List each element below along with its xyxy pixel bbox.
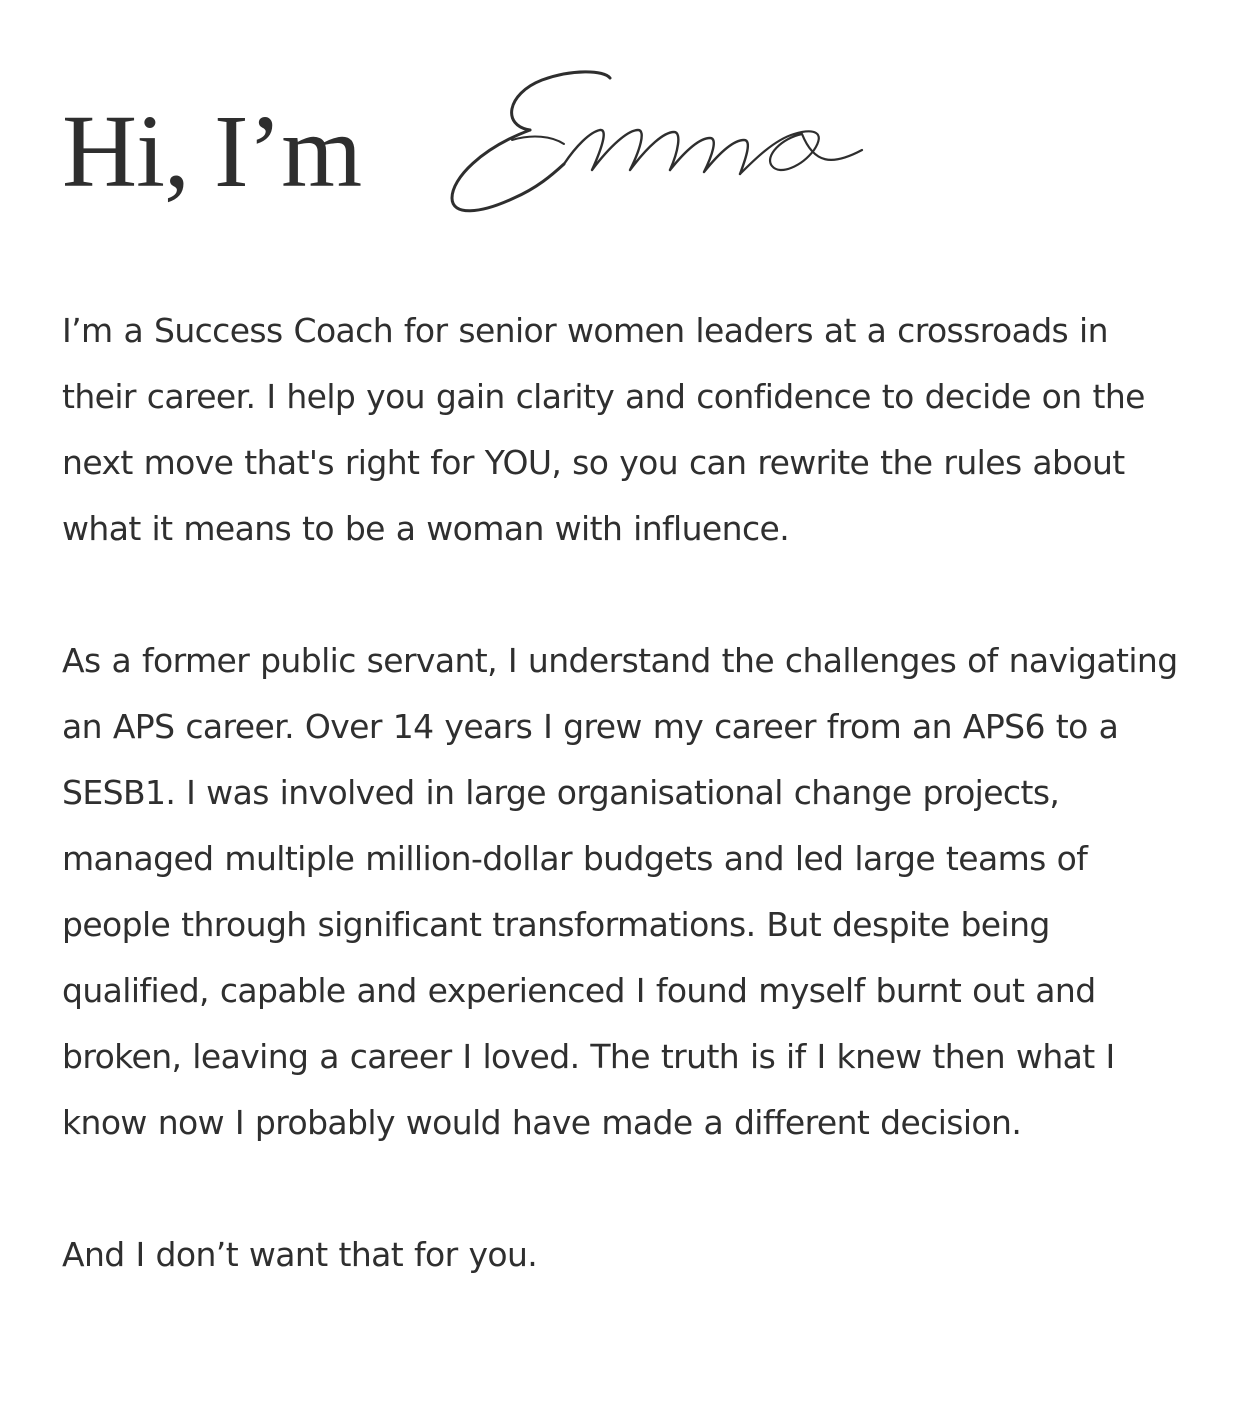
closing-paragraph: And I don’t want that for you.: [62, 1235, 538, 1274]
greeting-text: Hi, I’m: [62, 94, 362, 209]
intro-paragraph: I’m a Success Coach for senior women leaders at a crossroads in their career. I help you gain clarity and confidence to decide on the next move that's right for YOU, so you can rewrite the rules about what it means to be a woman with influence.: [62, 311, 1145, 548]
page-heading: [62, 60, 1162, 230]
emma-signature: [442, 60, 862, 220]
about-text: [62, 298, 1182, 1288]
background-paragraph: As a former public servant, I understand the challenges of navigating an APS career. Over 14 years I grew my career from an APS6 to a SESB1. I was involved in large organisational change projects, managed multiple million-dollar budgets and led large teams of people through significant transformations. But despite being qualified, capable and experienced I found myself burnt out and broken, leaving a career I loved. The truth is if I knew then what I know now I probably would have made a different decision.: [62, 641, 1178, 1142]
